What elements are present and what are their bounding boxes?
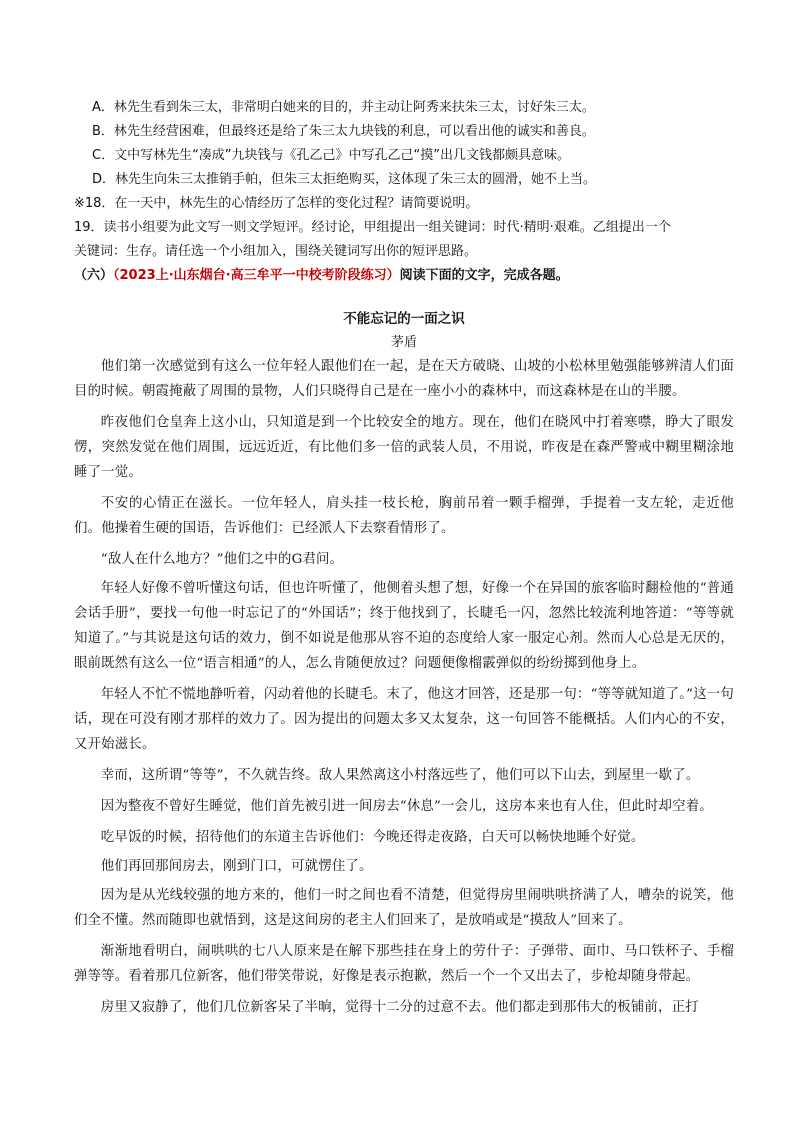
question-19-line1: 19．读书小组要为此文写一则文学短评。经讨论，甲组提出一组关键词：时代·精明·艰难。乙组提出一个 (74, 220, 671, 235)
article-paragraph: 渐渐地看明白，闹哄哄的七八人原来是在解下那些挂在身上的劳什子：子弹带、面巾、马口铁杯子、手榴弹等等。看着那几位新客，他们带笑带说，好像是表示抱歉，然后一个一个又出去了，步枪却随身带起。 (74, 944, 734, 984)
article-paragraph: 他们第一次感觉到有这么一位年轻人跟他们在一起，是在天方破晓、山坡的小松林里勉强能够辨清人们面目的时候。朝霞掩蔽了周围的景物，人们只晓得自己是在一座小小的森林中，而这森林是在山的半腰。 (74, 359, 734, 399)
article-paragraph: 年轻人不忙不慌地静听着，闪动着他的长睫毛。末了，他这才回答，还是那一句：“等等就知道了。”这一句话，现在可没有刚才那样的效力了。因为提出的问题太多又太复杂，这一句回答不能概括。人们内心的不安，又开始滋长。 (74, 687, 734, 752)
option-c: C．文中写林先生“凑成”九块钱与《孔乙己》中写孔乙己“摸”出几文钱都颇具意味。 (92, 148, 571, 163)
article-paragraph: 不安的心情正在滋长。一位年轻人，肩头挂一枝长枪，胸前吊着一颗手榴弹，手提着一支左轮，走近他们。他操着生硬的国语，告诉他们：已经派人下去察看情形了。 (74, 496, 734, 536)
article-paragraph: 吃早饭的时候，招待他们的东道主告诉他们：今晚还得走夜路，白天可以畅快地睡个好觉。 (100, 830, 645, 845)
article-paragraph: 他们再回那间房去，刚到门口，可就愣住了。 (100, 859, 373, 874)
option-b: B．林先生经营困难，但最终还是给了朱三太九块钱的利息，可以看出他的诚实和善良。 (92, 124, 595, 139)
option-a: A．林先生看到朱三太，非常明白她来的目的，并主动让阿秀来扶朱三太，讨好朱三太。 (92, 100, 595, 115)
question-options (74, 96, 734, 288)
article-paragraph: 房里又寂静了，他们几位新客呆了半晌，觉得十二分的过意不去。他们都走到那伟大的板铺前，正打 (100, 1000, 699, 1015)
section-instruction: 阅读下面的文字，完成各题。 (399, 268, 569, 283)
section-number: （六） (74, 268, 114, 283)
option-d: D．林先生向朱三太推销手帕，但朱三太拒绝购买，这体现了朱三太的圆滑，她不上当。 (92, 172, 597, 187)
article-title: 不能忘记的一面之识 (343, 311, 465, 327)
article-paragraph: 昨夜他们仓皇奔上这小山，只知道是到一个比较安全的地方。现在，他们在晓风中打着寒噤，睁大了眼发愣，突然发觉在他们周围，远远近近，有比他们多一倍的武装人员，不用说，昨夜是在森严警戒中糊里糊涂地睡了一觉。 (74, 415, 734, 480)
article (74, 306, 734, 1026)
article-paragraph: 年轻人好像不曾听懂这句话，但也许听懂了，他侧着头想了想，好像一个在异国的旅客临时翻检他的“普通会话手册”，要找一句他一时忘记了的“外国话”；终于他找到了，长睫毛一闪，忽然比较流利地答道：“等等就知道了。”与其说是这句话的效力，倒不如说是他那从容不迫的态度给人家一服定心剂。然而人心总是无厌的，眼前既然有这么一位“语言相通”的人，怎么肯随便放过？问题便像榴霰弹似的纷纷掷到他身上。 (74, 581, 734, 671)
article-paragraph: 因为整夜不曾好生睡觉，他们首先被引进一间房去“休息”一会儿，这房本来也有人住，但此时却空着。 (100, 799, 713, 814)
section-heading (74, 264, 734, 288)
article-paragraph: “敌人在什么地方？”他们之中的G君问。 (100, 552, 344, 567)
article-author: 茅盾 (390, 335, 417, 350)
article-paragraph: 幸而，这所谓“等等”，不久就告终。敌人果然离这小村落远些了，他们可以下山去，到屋里一歇了。 (100, 768, 700, 783)
article-paragraph: 因为是从光线较强的地方来的，他们一时之间也看不清楚，但觉得房里闹哄哄挤满了人，嘈杂的说笑，他们全不懂。然而随即也就悟到，这是这间房的老主人们回来了，是放哨或是“摸敌人”回来了。 (74, 888, 734, 928)
section-source: （2023上·山东烟台·高三牟平一中校考阶段练习） (113, 268, 400, 283)
question-19-line2: 关键词：生存。请任选一个小组加入，围绕关键词写出你的短评思路。 (74, 244, 478, 259)
question-18: ※18．在一天中，林先生的心情经历了怎样的变化过程？请简要说明。 (74, 196, 479, 211)
